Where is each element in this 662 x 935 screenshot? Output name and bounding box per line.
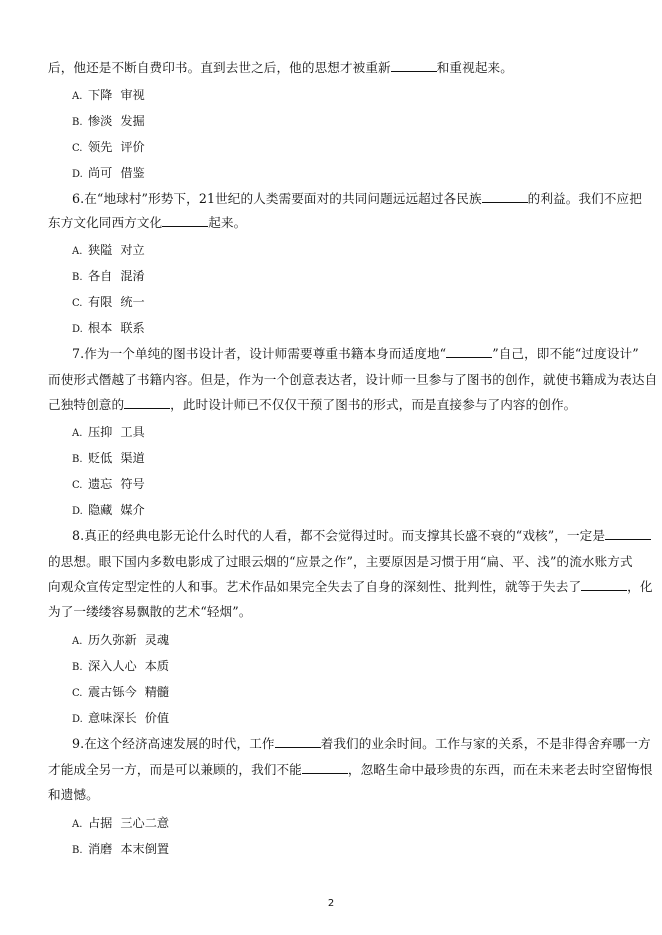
- q7-option-c: C. 遗忘 符号: [72, 477, 145, 491]
- answer-blank: [446, 345, 492, 358]
- q9-line-2: 才能成全另一方，而是可以兼顾的，我们不能 ，忽略生命中最珍贵的东西，而在未来老去时空留悔恨: [48, 762, 653, 777]
- q6-option-c: C. 有限 统一: [72, 295, 145, 309]
- q6-option-b: B. 各自 混淆: [72, 269, 145, 283]
- answer-blank: [482, 190, 528, 203]
- q8-line-3: 向观众宣传定型定性的人和事。艺术作品如果完全失去了自身的深刻性、批判性，就等于失去了 ，化: [48, 579, 653, 594]
- answer-blank: [124, 396, 170, 409]
- q6-line-2: 东方文化同西方文化 起来。: [48, 215, 247, 230]
- answer-blank: [162, 214, 208, 227]
- q9-option-a: A. 占据 三心二意: [72, 816, 170, 830]
- q8-option-c: C. 震古铄今 精髓: [72, 685, 170, 699]
- q5-option-d: D. 尚可 借鉴: [72, 166, 145, 180]
- q8-option-b: B. 深入人心 本质: [72, 659, 170, 673]
- q7-option-a: A. 压抑 工具: [72, 425, 145, 439]
- q9-line-3: 和遗憾。: [48, 787, 99, 802]
- answer-blank: [605, 527, 651, 540]
- q5-option-b: B. 惨淡 发掘: [72, 114, 145, 128]
- q9-option-b: B. 消磨 本末倒置: [72, 842, 170, 856]
- answer-blank: [391, 59, 437, 72]
- answer-blank: [275, 735, 321, 748]
- q5-tail-text-a: 后，他还是不断自费印书。直到去世之后，他的思想才被重新: [48, 60, 391, 75]
- q9-line-1: 9.在这个经济高速发展的时代，工作 着我们的业余时间。工作与家的关系，不是非得舍弃哪一方: [72, 736, 651, 751]
- q5-option-a: A. 下降 审视: [72, 88, 145, 102]
- q8-option-a: A. 历久弥新 灵魂: [72, 633, 170, 647]
- q8-line-1: 8.真正的经典电影无论什么时代的人看，都不会觉得过时。而支撑其长盛不衰的“戏核”，一定是: [72, 527, 618, 545]
- answer-blank: [302, 761, 348, 774]
- q7-option-b: B. 贬低 渠道: [72, 451, 145, 465]
- q6-option-d: D. 根本 联系: [72, 321, 145, 335]
- q7-line-2: 而使形式僭越了书籍内容。但是，作为一个创意表达者，设计师一旦参与了图书的创作，就使书籍成为表达自: [48, 372, 658, 387]
- q8-line-2: 的思想。眼下国内多数电影成了过眼云烟的“应景之作”，主要原因是习惯于用“扁、平、浅”的流水账方式: [48, 554, 633, 569]
- page-number: 2: [327, 898, 335, 909]
- question-5-tail: [48, 59, 618, 77]
- q6-option-a: A. 狭隘 对立: [72, 243, 145, 257]
- q8-option-d: D. 意味深长 价值: [72, 711, 170, 725]
- q5-option-c: C. 领先 评价: [72, 140, 145, 154]
- q7-line-1: 7.作为一个单纯的图书设计者，设计师需要尊重书籍本身而适度地“ ”自己，即不能“过度设计”: [72, 346, 639, 361]
- q5-tail-text-b: 和重视起来。: [436, 60, 513, 75]
- answer-blank: [581, 578, 627, 591]
- q7-option-d: D. 隐藏 媒介: [72, 503, 145, 517]
- q8-line-4: 为了一缕缕容易飘散的艺术“轻烟”。: [48, 604, 252, 619]
- q6-line-1: 6.在“地球村”形势下，21世纪的人类需要面对的共同问题远远超过各民族 的利益。我们不应把: [72, 191, 642, 206]
- q7-line-3: 己独特创意的 ，此时设计师已不仅仅干预了图书的形式，而是直接参与了内容的创作。: [48, 397, 577, 412]
